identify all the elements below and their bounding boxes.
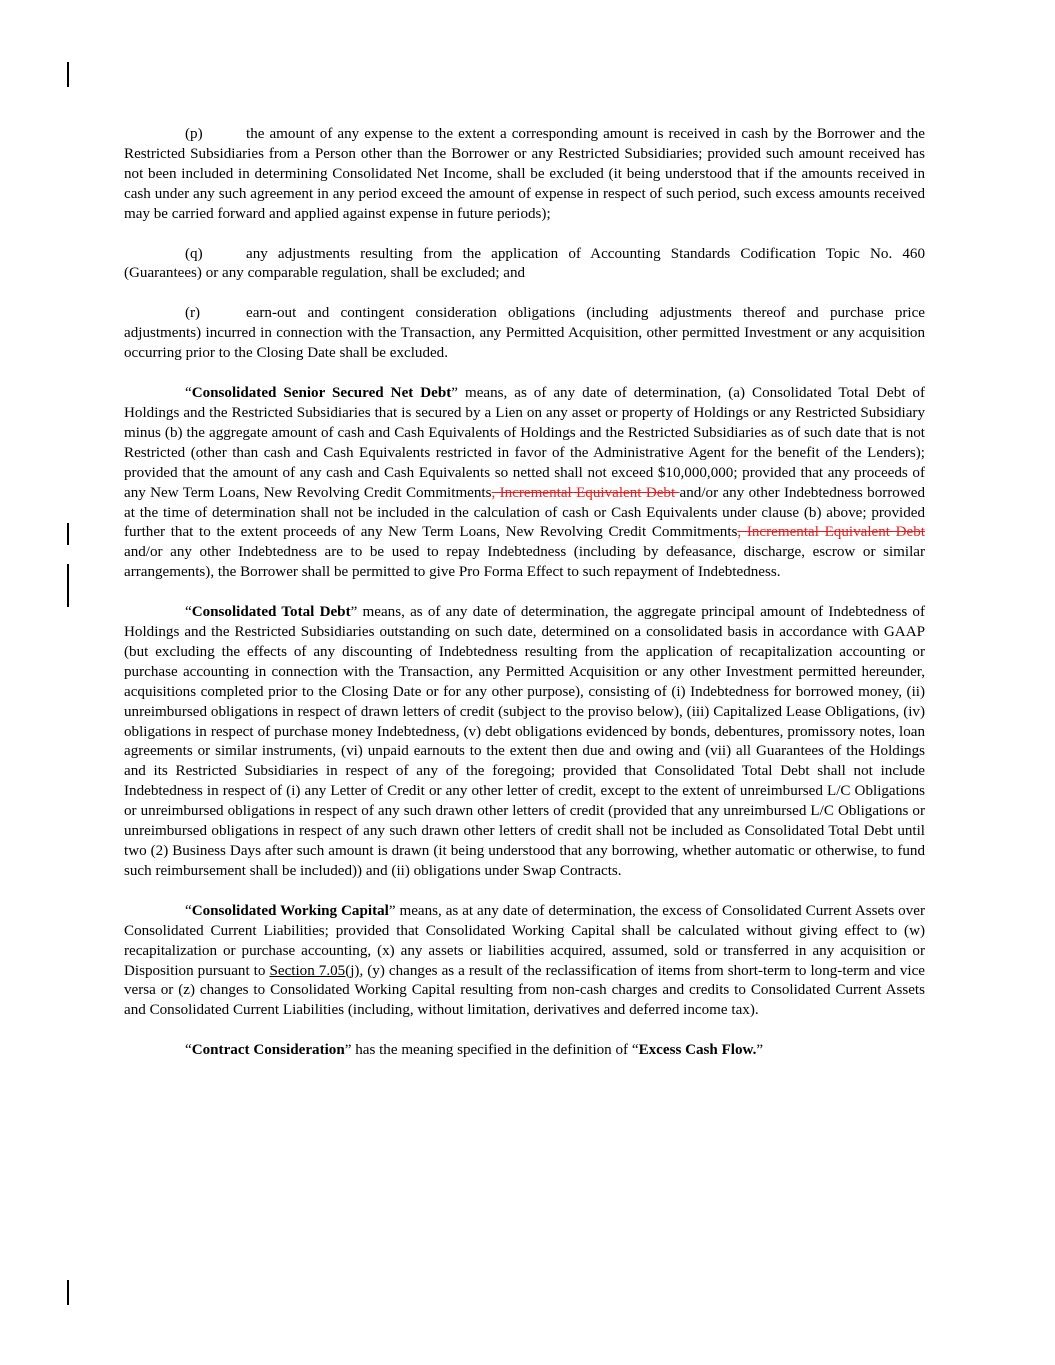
definition-text: means, as of any date of determination, the aggregate principal amount of Indebtedness of Holdings and the Restricted Subsidiaries outstanding on such date, determined on a consolidated basis in accordance with GAAP (but excluding the effects of any discounting of Indebtedness resulting from the application of recapitalization accounting or purchase accounting in connection with the Transaction, any Permitted Acquisition or any other Investment permitted hereunder, acquisitions completed prior to the Closing Date or for any other purpose), consisting of (i) Indebtedness for borrowed money, (ii) unreimbursed obligations in respect of drawn letters of credit (subject to the proviso below), (iii) Capitalized Lease Obligations, (iv) obligations in respect of purchase money Indebtedness, (v) debt obligations evidenced by bonds, debentures, promissory notes, loan agreements or similar instruments, (vi) unpaid earnouts to the extent then due and owing and (vii) all Guarantees of the Holdings and its Restricted Subsidiaries in respect of any of the foregoing; provided that Consolidated Total Debt shall not include Indebtedness in respect of (i) any Letter of Credit or any other letter of credit, except to the extent of unreimbursed L/C Obligations or unreimbursed obligations in respect of any such drawn other letters of credit (provided that any unreimbursed L/C Obligations or unreimbursed obligations in respect of any such drawn other letters of credit shall not be included as Consolidated Total Debt until two (2) Business Days after such amount is drawn (it being understood that any borrowing, whether automatic or otherwise, to fund such reimbursement shall be included)) and (ii) obligations under Swap Contracts. bbox=[124, 604, 925, 879]
clause-text: the amount of any expense to the extent a corresponding amount is received in cash by the Borrower and the Restricted Subsidiaries from a Person other than the Borrower or any Restricted Subsidiaries; provided such amount received has not been included in determining Consolidated Net Income, shall be excluded (it being understood that if the amounts received in cash under any such agreement in any period exceed the amount of expense in respect of such period, such excess amounts received may be carried forward and applied against expense in future periods); bbox=[124, 126, 925, 222]
defined-term: Consolidated Total Debt bbox=[191, 604, 351, 621]
deleted-text: , Incremental Equivalent Debt bbox=[491, 484, 680, 501]
definition-senior-secured-net-debt: “Consolidated Senior Secured Net Debt” means, as of any date of determination, (a) Consolidated Total Debt of Holdings and the Restricted Subsidiaries that is secured by a Lien on any asset or property of Holdings or any Restricted Subsidiary minus (b) the aggregate amount of cash and Cash Equivalents of Holdings and the Restricted Subsidiaries as of such date that is not Restricted (other than cash and Cash Equivalents restricted in favor of the Administrative Agent for the benefit of the Lenders); provided that the amount of any cash and Cash Equivalents so netted shall not exceed $10,000,000; provided that any proceeds of any New Term Loans, New Revolving Credit Commitments, Incremental Equivalent Debt and/or any other Indebtedness borrowed at the time of determination shall not be included in the calculation of cash or Cash Equivalents under clause (b) above; provided further that to the extent proceeds of any New Term Loans, New Revolving Credit Commitments, Incremental Equivalent Debt and/or any other Indebtedness are to be used to repay Indebtedness (including by defeasance, discharge, escrow or similar arrangements), the Borrower shall be permitted to give Pro Forma Effect to such repayment of Indebtedness. bbox=[124, 385, 925, 581]
clause-label: (q) bbox=[185, 245, 203, 262]
clause-label: (r) bbox=[185, 305, 201, 322]
clause-label: (p) bbox=[185, 126, 203, 142]
change-bar-left bbox=[67, 564, 69, 607]
deleted-text: , Incremental Equivalent Debt bbox=[737, 524, 925, 541]
definition-working-capital: “Consolidated Working Capital” means, as at any date of determination, the excess of Consolidated Current Assets over Consolidated Current Liabilities; provided that Consolidated Working Capital shall be calculated without giving effect to (w) recapitalization or purchase accounting, (x) any assets or liabilities acquired, assumed, sold or transferred in any acquisition or Disposition pursuant to Section 7.05(j), (y) changes as a result of the reclassification of items from short-term to long-term and vice versa or (z) changes to Consolidated Working Capital resulting from non-cash charges and credits to Consolidated Current Assets and Consolidated Current Liabilities (including, without limitation, derivatives and deferred income tax). bbox=[124, 902, 925, 1019]
definition-text: has the meaning specified in the definition of bbox=[351, 1042, 632, 1059]
clause-r bbox=[124, 304, 925, 364]
definition-text: means, as at any date of determination, the excess of Consolidated Current Assets over Consolidated Current Liabilities; provided that Consolidated Working Capital shall be calculated without giving effect to (w) recapitalization or purchase accounting, (x) any assets or liabilities acquired, assumed, sold or transferred in any acquisition or Disposition pursuant to bbox=[124, 902, 925, 979]
defined-term: Contract Consideration bbox=[191, 1042, 345, 1059]
document-body bbox=[124, 125, 925, 1081]
definition-text: means, as of any date of determination, (a) Consolidated Total Debt of Holdings and the Restricted Subsidiaries that is secured by a Lien on any asset or property of Holdings or any Restricted Subsidiary minus (b) the aggregate amount of cash and Cash Equivalents of Holdings and the Restricted Subsidiaries as of such date that is not Restricted (other than cash and Cash Equivalents restricted in favor of the Administrative Agent for the benefit of the Lenders); provided that the amount of any cash and Cash Equivalents so netted shall not exceed $10,000,000; provided that any proceeds of any New Term Loans, New Revolving Credit Commitments bbox=[124, 385, 925, 501]
definition-contract-consideration: “Contract Consideration” has the meaning specified in the definition of “Excess Cash Flow.” bbox=[185, 1042, 764, 1059]
clause-q bbox=[124, 245, 925, 285]
defined-term: Consolidated Working Capital bbox=[191, 902, 389, 919]
clause-text: any adjustments resulting from the application of Accounting Standards Codification Topic No. 460 (Guarantees) or any comparable regulation, shall be excluded; and bbox=[124, 245, 925, 282]
definition-text: and/or any other Indebtedness borrowed at the time of determination shall not be included in the calculation of cash or Cash Equivalents under clause (b) above; provided further that to the extent proceeds of any New Term Loans, New Revolving Credit Commitments bbox=[124, 484, 925, 541]
change-bar-top bbox=[67, 62, 69, 87]
defined-term: Consolidated Senior Secured Net Debt bbox=[191, 385, 452, 402]
referenced-term: Excess Cash Flow. bbox=[638, 1042, 757, 1059]
definition-total-debt: “Consolidated Total Debt” means, as of any date of determination, the aggregate principal amount of Indebtedness of Holdings and the Restricted Subsidiaries outstanding on such date, determined on a consolidated basis in accordance with GAAP (but excluding the effects of any discounting of Indebtedness resulting from the application of recapitalization accounting or purchase accounting in connection with the Transaction, any Permitted Acquisition or any other Investment permitted hereunder, acquisitions completed prior to the Closing Date or for any other purpose), consisting of (i) Indebtedness for borrowed money, (ii) unreimbursed obligations in respect of drawn letters of credit (subject to the proviso below), (iii) Capitalized Lease Obligations, (iv) obligations in respect of purchase money Indebtedness, (v) debt obligations evidenced by bonds, debentures, promissory notes, loan agreements or similar instruments, (vi) unpaid earnouts to the extent then due and owing and (vii) all Guarantees of the Holdings and its Restricted Subsidiaries in respect of any of the foregoing; provided that Consolidated Total Debt shall not include Indebtedness in respect of (i) any Letter of Credit or any other letter of credit, except to the extent of unreimbursed L/C Obligations or unreimbursed obligations in respect of any such drawn other letters of credit (provided that any unreimbursed L/C Obligations or unreimbursed obligations in respect of any such drawn other letters of credit shall not be included as Consolidated Total Debt until two (2) Business Days after such amount is drawn (it being understood that any borrowing, whether automatic or otherwise, to fund such reimbursement shall be included)) and (ii) obligations under Swap Contracts. bbox=[124, 604, 925, 879]
clause-p bbox=[124, 125, 925, 225]
clause-text: earn-out and contingent consideration obligations (including adjustments thereof and purchase price adjustments) incurred in connection with the Transaction, any Permitted Acquisition, other permitted Investment or any acquisition occurring prior to the Closing Date shall be excluded. bbox=[124, 305, 925, 362]
section-reference-link[interactable]: Section 7.05(j) bbox=[269, 962, 360, 979]
change-bar-left bbox=[67, 523, 69, 545]
definition-text: and/or any other Indebtedness are to be used to repay Indebtedness (including by defeasance, discharge, escrow or similar arrangements), the Borrower shall be permitted to give Pro Forma Effect to such repayment of Indebtedness. bbox=[124, 544, 925, 581]
definition-text: , (y) changes as a result of the reclassification of items from short-term to long-term and vice versa or (z) changes to Consolidated Working Capital resulting from non-cash charges and credits to Consolidated Current Assets and Consolidated Current Liabilities (including, without limitation, derivatives and deferred income tax). bbox=[124, 962, 925, 1019]
change-bar-bottom bbox=[67, 1280, 69, 1305]
